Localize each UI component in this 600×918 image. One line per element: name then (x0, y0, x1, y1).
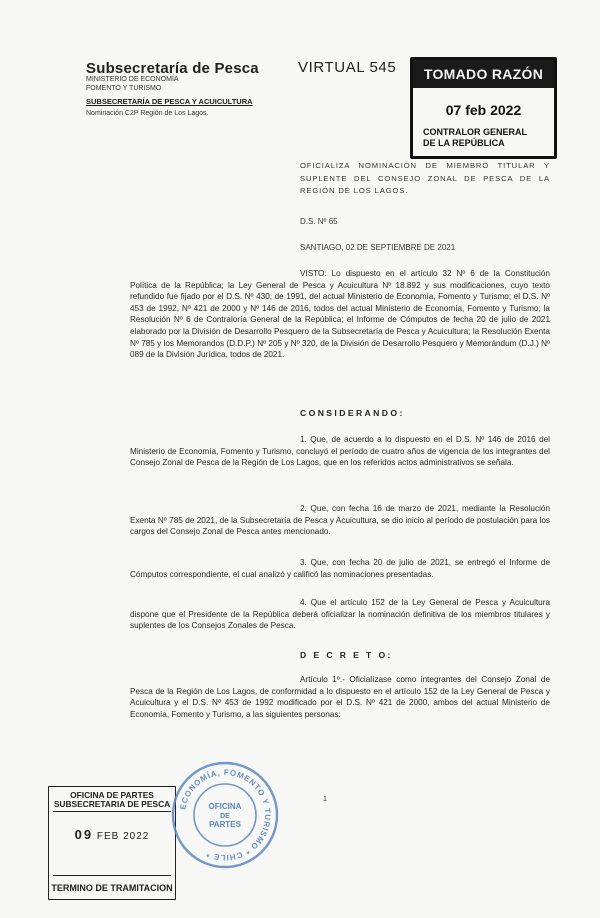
oficina-partes-stamp (48, 786, 176, 900)
seal-center-2: DE (220, 813, 230, 820)
agency-name: Subsecretaría de Pesca (86, 60, 259, 77)
decreto-heading: D E C R E T O: (300, 650, 393, 660)
oficina-divider (53, 811, 171, 812)
region-line: Nominación C2P Región de Los Lagos. (86, 110, 209, 117)
place-date: SANTIAGO, 02 DE SEPTIEMBRE DE 2021 (300, 243, 456, 252)
document-label: VIRTUAL 545 (298, 59, 397, 76)
stamp-line-2: DE LA REPÚBLICA (423, 138, 505, 148)
considerando-1: 1. Que, de acuerdo a lo dispuesto en el D.S. Nº 146 de 2016 del Ministerio de Economía, Fomento y Turismo, concluyó el período de cuatro años de vigencia de los integrantes del Consejo Zonal de Pesca de la Región de Los Lagos, que en los referidos actos administrativos se señala. (130, 435, 550, 468)
ministry-line-2: FOMENTO Y TURISMO (86, 85, 162, 92)
reference-text: OFICIALIZA NOMINACIÓN DE MIEMBRO TITULAR Y SUPLENTE DEL CONSEJO ZONAL DE PESCA DE LA REGIÓN DE LOS LAGOS. (300, 161, 550, 195)
seal-ring-text: ECONOMÍA, FOMENTO Y TURISMO * CHILE * (178, 767, 273, 863)
considerando-heading: CONSIDERANDO: (300, 408, 405, 418)
oficina-line-1: OFICINA DE PARTES (70, 790, 154, 800)
considerando-2: 2. Que, con fecha 16 de marzo de 2021, mediante la Resolución Exenta Nº 785 de 2021, de la Subsecretaría de Pesca y Acuicultura, se dio inicio al período de postulación para los cargos del Consejo Zonal de Pesca antes mencionado. (130, 504, 550, 537)
articulo-1: Artículo 1º.- Oficialízase como integrantes del Consejo Zonal de Pesca de la Región de Los Lagos, de conformidad a lo dispuesto en el artículo 152 de la Ley General de Pesca y Acuicultura y el D.S. Nº 453 de 1992 modificado por el D.S. Nº 421 de 2000, ambos del actual Ministerio de Economía, Fomento y Turismo, a las siguientes personas: (130, 675, 550, 719)
visto-paragraph: VISTO: Lo dispuesto en el artículo 32 Nº 6 de la Constitución Política de la República; la Ley General de Pesca y Acuicultura Nº 18.892 y sus modificaciones, cuyo texto refundido fue fijado por el D.S. Nº 430, de 1991, del actual Ministerio de Economía, Fomento y Turismo; el D.S. Nº 453 de 1992, Nº 421 de 2000 y Nº 146 de 2016, todos del actual Ministerio de Economía, Fomento y Turismo; la Resolución Nº 6 de Contraloría General de la República; el Informe de Cómputos de fecha 20 de julio de 2021 elaborado por la División de Desarrollo Pesquero de la Subsecretaría de Pesca y Acuicultura; la Resolución Exenta Nº 785 y los Memorandos (D.D.P.) Nº 205 y Nº 320, de la División de Desarrollo Pesquero y Memorándum (D.J.) Nº 089 de la División Jurídica, todos de 2021. (130, 269, 550, 360)
oficina-footer: TERMINO DE TRAMITACION (51, 883, 173, 893)
stamp-title: TOMADO RAZÓN (413, 60, 554, 88)
subsecretaria-line: SUBSECRETARÍA DE PESCA Y ACUICULTURA (86, 97, 253, 106)
oficina-divider-2 (53, 875, 171, 876)
ministry-line: MINISTERIO DE ECONOMÍA (86, 76, 179, 83)
stamp-date: 07 feb 2022 (445, 102, 522, 118)
seal-center-3: PARTES (209, 820, 241, 829)
oficina-line-2: SUBSECRETARIA DE PESCA (53, 799, 171, 809)
oficina-date (49, 827, 175, 842)
oficina-seal-icon (170, 760, 280, 870)
oficina-day: 09 (74, 827, 94, 842)
considerando-3: 3. Que, con fecha 20 de julio de 2021, se entregó el Informe de Cómputos correspondiente, el cual analizó y calificó las nominaciones presentadas. (130, 558, 550, 579)
decree-number: D.S. Nº 65 (300, 217, 338, 226)
page-number: 1 (323, 796, 327, 803)
considerando-4: 4. Que el artículo 152 de la Ley General de Pesca y Acuicultura dispone que el Presidente de la República deberá oficializar la nominación definitiva de los miembros titulares y suplentes de los Consejos Zonales de Pesca. (130, 598, 550, 631)
stamp-line-1: CONTRALOR GENERAL (423, 127, 527, 137)
oficina-month-year: FEB 2022 (96, 831, 150, 842)
seal-center-1: OFICINA (208, 802, 242, 811)
contraloria-stamp (410, 57, 557, 159)
